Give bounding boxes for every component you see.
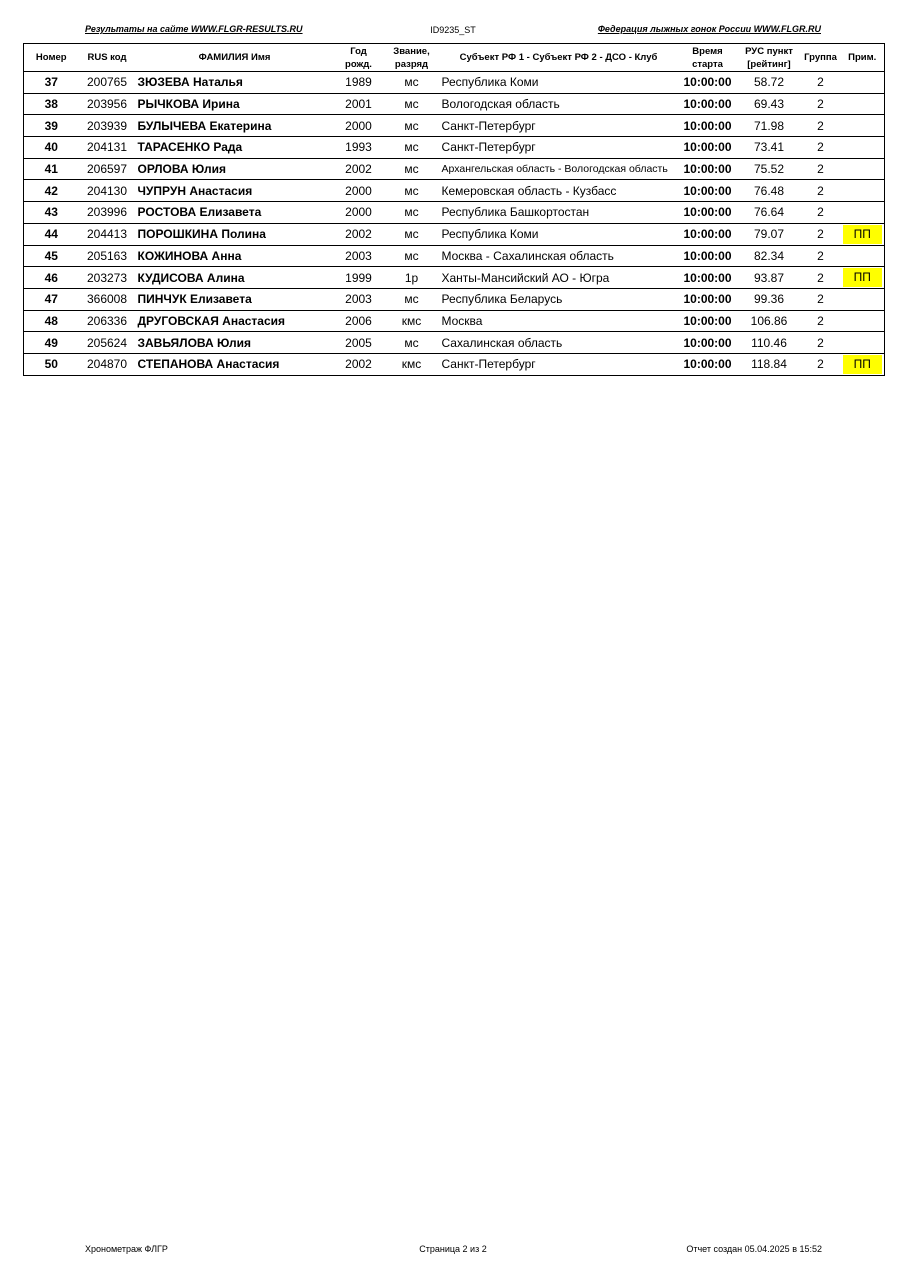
cell-region: Архангельская область - Вологодская область xyxy=(440,158,678,180)
cell-points: 118.84 xyxy=(738,353,801,375)
col-header-rank-line2: разряд xyxy=(394,58,429,70)
cell-group: 2 xyxy=(801,267,841,289)
cell-rank: мс xyxy=(384,115,440,137)
cell-region: Москва - Сахалинская область xyxy=(440,245,678,267)
cell-rus-code: 204130 xyxy=(79,180,136,202)
cell-number: 46 xyxy=(24,267,79,289)
cell-group: 2 xyxy=(801,310,841,332)
cell-rank: мс xyxy=(384,72,440,94)
cell-note xyxy=(841,202,885,224)
col-header-region: Субъект РФ 1 - Субъект РФ 2 - ДСО - Клуб xyxy=(440,44,678,72)
cell-birth-year: 2003 xyxy=(334,288,384,310)
cell-rus-code: 204870 xyxy=(79,353,136,375)
cell-rank: мс xyxy=(384,202,440,224)
cell-rank: мс xyxy=(384,332,440,354)
cell-start-time: 10:00:00 xyxy=(678,310,738,332)
cell-name: КУДИСОВА Алина xyxy=(136,267,334,289)
cell-birth-year: 1993 xyxy=(334,137,384,159)
col-header-time-line2: старта xyxy=(692,58,723,70)
cell-number: 38 xyxy=(24,93,79,115)
cell-name: ПОРОШКИНА Полина xyxy=(136,223,334,245)
cell-note xyxy=(841,245,885,267)
table-row xyxy=(24,137,885,159)
footer-report-date: Отчет создан 05.04.2025 в 15:52 xyxy=(686,1244,822,1254)
col-header-time-line1: Время xyxy=(692,45,723,57)
cell-region: Санкт-Петербург xyxy=(440,115,678,137)
table-row xyxy=(24,288,885,310)
cell-birth-year: 2005 xyxy=(334,332,384,354)
cell-points: 73.41 xyxy=(738,137,801,159)
cell-rus-code: 366008 xyxy=(79,288,136,310)
col-header-points xyxy=(738,44,801,72)
cell-note xyxy=(841,93,885,115)
table-row xyxy=(24,72,885,94)
col-header-rank-line1: Звание, xyxy=(393,45,430,57)
cell-region: Сахалинская область xyxy=(440,332,678,354)
cell-birth-year: 1989 xyxy=(334,72,384,94)
cell-birth-year: 1999 xyxy=(334,267,384,289)
footer-timing: Хронометраж ФЛГР xyxy=(85,1244,168,1254)
table-row xyxy=(24,245,885,267)
cell-number: 49 xyxy=(24,332,79,354)
table-body xyxy=(24,72,885,376)
cell-number: 40 xyxy=(24,137,79,159)
cell-start-time: 10:00:00 xyxy=(678,223,738,245)
cell-rus-code: 204413 xyxy=(79,223,136,245)
cell-name: РОСТОВА Елизавета xyxy=(136,202,334,224)
cell-name: ЧУПРУН Анастасия xyxy=(136,180,334,202)
cell-points: 99.36 xyxy=(738,288,801,310)
cell-points: 69.43 xyxy=(738,93,801,115)
table-row xyxy=(24,180,885,202)
cell-note xyxy=(841,72,885,94)
cell-start-time: 10:00:00 xyxy=(678,115,738,137)
cell-points: 110.46 xyxy=(738,332,801,354)
cell-start-time: 10:00:00 xyxy=(678,180,738,202)
results-site-link[interactable]: Результаты на сайте WWW.FLGR-RESULTS.RU xyxy=(85,24,303,34)
cell-note xyxy=(841,353,885,375)
cell-points: 75.52 xyxy=(738,158,801,180)
table-row xyxy=(24,115,885,137)
cell-note xyxy=(841,267,885,289)
cell-rus-code: 206336 xyxy=(79,310,136,332)
cell-rus-code: 203273 xyxy=(79,267,136,289)
cell-birth-year: 2002 xyxy=(334,158,384,180)
cell-note xyxy=(841,310,885,332)
cell-rus-code: 205163 xyxy=(79,245,136,267)
cell-note xyxy=(841,115,885,137)
cell-group: 2 xyxy=(801,223,841,245)
cell-rank: 1р xyxy=(384,267,440,289)
cell-start-time: 10:00:00 xyxy=(678,245,738,267)
cell-group: 2 xyxy=(801,115,841,137)
cell-points: 76.48 xyxy=(738,180,801,202)
cell-birth-year: 2000 xyxy=(334,115,384,137)
cell-rus-code: 203956 xyxy=(79,93,136,115)
cell-region: Кемеровская область - Кузбасс xyxy=(440,180,678,202)
cell-region: Санкт-Петербург xyxy=(440,353,678,375)
cell-note xyxy=(841,137,885,159)
cell-number: 50 xyxy=(24,353,79,375)
table-row xyxy=(24,223,885,245)
cell-group: 2 xyxy=(801,353,841,375)
document-id: ID9235_ST xyxy=(430,25,476,35)
cell-rank: мс xyxy=(384,93,440,115)
cell-note xyxy=(841,288,885,310)
table-row xyxy=(24,332,885,354)
cell-rus-code: 206597 xyxy=(79,158,136,180)
cell-rus-code: 205624 xyxy=(79,332,136,354)
cell-number: 44 xyxy=(24,223,79,245)
cell-group: 2 xyxy=(801,288,841,310)
cell-points: 93.87 xyxy=(738,267,801,289)
cell-points: 79.07 xyxy=(738,223,801,245)
cell-number: 37 xyxy=(24,72,79,94)
cell-group: 2 xyxy=(801,137,841,159)
table-row xyxy=(24,353,885,375)
col-header-start-time xyxy=(678,44,738,72)
cell-region: Санкт-Петербург xyxy=(440,137,678,159)
cell-points: 82.34 xyxy=(738,245,801,267)
col-header-note: Прим. xyxy=(841,44,885,72)
cell-number: 42 xyxy=(24,180,79,202)
cell-group: 2 xyxy=(801,158,841,180)
cell-birth-year: 2002 xyxy=(334,223,384,245)
col-header-points-line1: РУС пункт xyxy=(745,45,793,57)
cell-name: ДРУГОВСКАЯ Анастасия xyxy=(136,310,334,332)
cell-number: 41 xyxy=(24,158,79,180)
cell-points: 76.64 xyxy=(738,202,801,224)
cell-name: ЗАВЬЯЛОВА Юлия xyxy=(136,332,334,354)
cell-region: Республика Беларусь xyxy=(440,288,678,310)
cell-rank: мс xyxy=(384,137,440,159)
table-row xyxy=(24,267,885,289)
cell-number: 39 xyxy=(24,115,79,137)
note-badge: ПП xyxy=(843,355,883,374)
col-header-number: Номер xyxy=(24,44,79,72)
table-row xyxy=(24,158,885,180)
cell-rank: мс xyxy=(384,288,440,310)
cell-group: 2 xyxy=(801,202,841,224)
cell-start-time: 10:00:00 xyxy=(678,353,738,375)
cell-birth-year: 2003 xyxy=(334,245,384,267)
cell-birth-year: 2006 xyxy=(334,310,384,332)
cell-note xyxy=(841,180,885,202)
cell-region: Республика Коми xyxy=(440,72,678,94)
cell-region: Республика Коми xyxy=(440,223,678,245)
col-header-name: ФАМИЛИЯ Имя xyxy=(136,44,334,72)
col-header-rus-code: RUS код xyxy=(79,44,136,72)
cell-region: Вологодская область xyxy=(440,93,678,115)
cell-birth-year: 2000 xyxy=(334,180,384,202)
cell-start-time: 10:00:00 xyxy=(678,72,738,94)
cell-rank: мс xyxy=(384,180,440,202)
cell-group: 2 xyxy=(801,72,841,94)
cell-group: 2 xyxy=(801,180,841,202)
footer-page-number: Страница 2 из 2 xyxy=(419,1244,487,1254)
cell-start-time: 10:00:00 xyxy=(678,158,738,180)
cell-number: 45 xyxy=(24,245,79,267)
cell-points: 106.86 xyxy=(738,310,801,332)
note-badge: ПП xyxy=(843,268,883,287)
cell-region: Москва xyxy=(440,310,678,332)
cell-birth-year: 2002 xyxy=(334,353,384,375)
cell-group: 2 xyxy=(801,93,841,115)
cell-group: 2 xyxy=(801,245,841,267)
cell-region: Ханты-Мансийский АО - Югра xyxy=(440,267,678,289)
cell-birth-year: 2000 xyxy=(334,202,384,224)
cell-start-time: 10:00:00 xyxy=(678,267,738,289)
cell-name: ПИНЧУК Елизавета xyxy=(136,288,334,310)
cell-number: 47 xyxy=(24,288,79,310)
cell-name: РЫЧКОВА Ирина xyxy=(136,93,334,115)
cell-rank: кмс xyxy=(384,353,440,375)
cell-start-time: 10:00:00 xyxy=(678,288,738,310)
cell-points: 58.72 xyxy=(738,72,801,94)
col-header-group: Группа xyxy=(801,44,841,72)
table-row xyxy=(24,202,885,224)
cell-start-time: 10:00:00 xyxy=(678,202,738,224)
cell-note xyxy=(841,223,885,245)
cell-number: 43 xyxy=(24,202,79,224)
cell-rank: мс xyxy=(384,223,440,245)
col-header-birth-year: Год рожд. xyxy=(334,44,384,72)
cell-name: ТАРАСЕНКО Рада xyxy=(136,137,334,159)
cell-rank: мс xyxy=(384,245,440,267)
federation-site-link[interactable]: Федерация лыжных гонок России WWW.FLGR.RU xyxy=(597,24,821,34)
col-header-points-line2: [рейтинг] xyxy=(747,58,791,70)
start-list-table xyxy=(23,43,885,376)
cell-region: Республика Башкортостан xyxy=(440,202,678,224)
table-row xyxy=(24,310,885,332)
cell-name: СТЕПАНОВА Анастасия xyxy=(136,353,334,375)
cell-name: БУЛЫЧЕВА Екатерина xyxy=(136,115,334,137)
cell-start-time: 10:00:00 xyxy=(678,332,738,354)
cell-rank: мс xyxy=(384,158,440,180)
note-badge: ПП xyxy=(843,225,883,244)
cell-rank: кмс xyxy=(384,310,440,332)
cell-rus-code: 204131 xyxy=(79,137,136,159)
cell-rus-code: 203939 xyxy=(79,115,136,137)
cell-note xyxy=(841,332,885,354)
table-row xyxy=(24,93,885,115)
cell-birth-year: 2001 xyxy=(334,93,384,115)
cell-start-time: 10:00:00 xyxy=(678,93,738,115)
cell-number: 48 xyxy=(24,310,79,332)
cell-name: ЗЮЗЕВА Наталья xyxy=(136,72,334,94)
cell-name: ОРЛОВА Юлия xyxy=(136,158,334,180)
cell-rus-code: 203996 xyxy=(79,202,136,224)
cell-points: 71.98 xyxy=(738,115,801,137)
cell-start-time: 10:00:00 xyxy=(678,137,738,159)
cell-note xyxy=(841,158,885,180)
table-header-row xyxy=(24,44,885,72)
cell-group: 2 xyxy=(801,332,841,354)
cell-name: КОЖИНОВА Анна xyxy=(136,245,334,267)
col-header-rank xyxy=(384,44,440,72)
cell-rus-code: 200765 xyxy=(79,72,136,94)
